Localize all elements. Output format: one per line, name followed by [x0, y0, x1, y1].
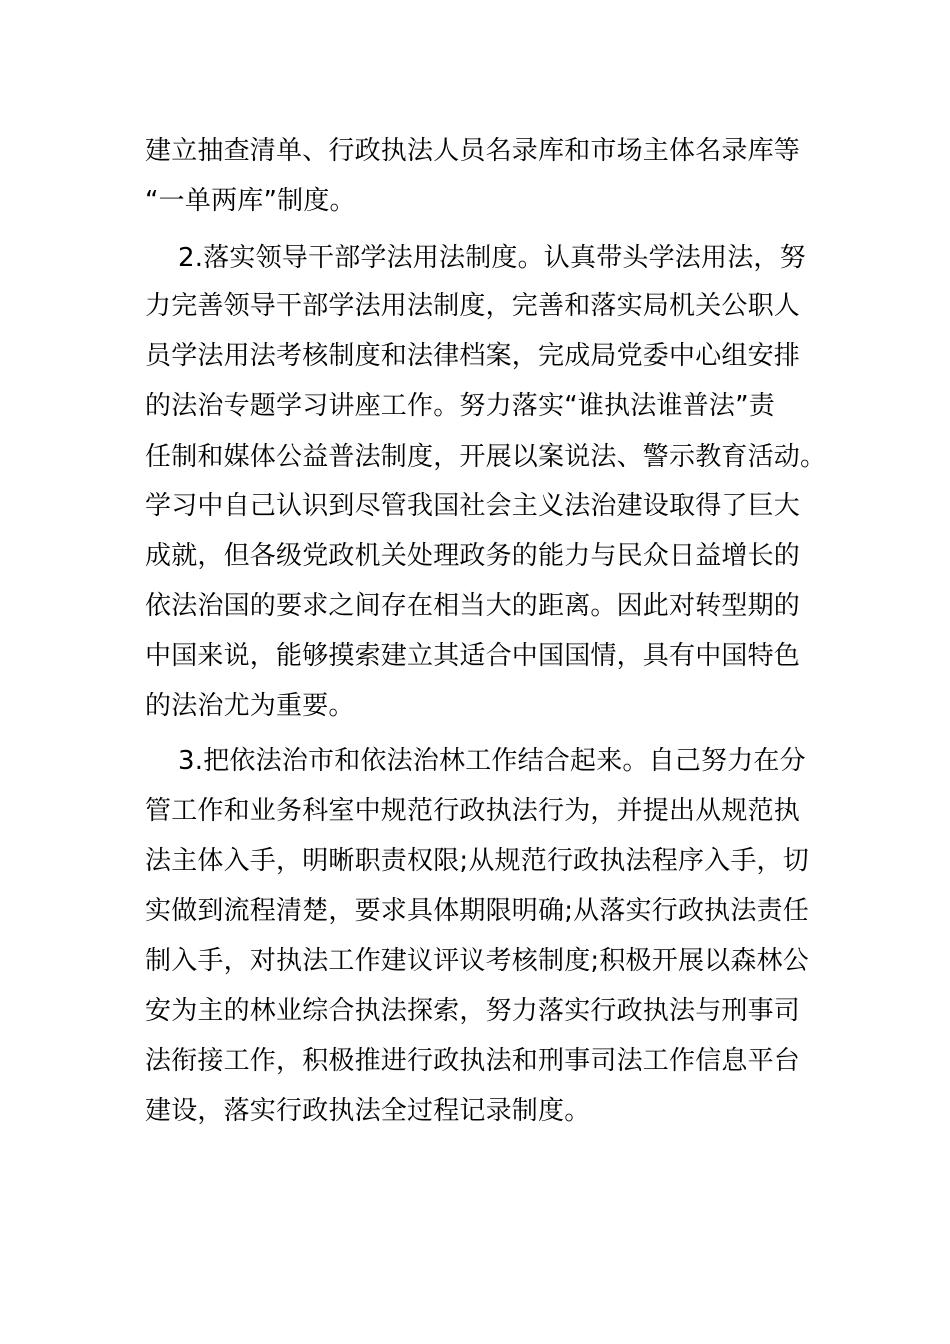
text-line: 依法治国的要求之间存在相当大的距离。因此对转型期的 [145, 591, 801, 621]
text-line: 法衔接工作，积极推进行政执法和刑事司法工作信息平台 [145, 1046, 801, 1076]
text-line: 的法治专题学习讲座工作。努力落实“谁执法谁普法”责 [145, 391, 775, 421]
text-line: 实做到流程清楚，要求具体期限明确;从落实行政执法责任 [145, 896, 809, 926]
text-line: 制入手，对执法工作建议评议考核制度;积极开展以森林公 [145, 946, 809, 976]
text-line: 安为主的林业综合执法探索，努力落实行政执法与刑事司 [145, 996, 801, 1026]
paragraph-3-first-line: 3.把依法治市和依法治林工作结合起来。自己努力在分 [178, 746, 806, 776]
text-line: 的法治尤为重要。 [145, 691, 355, 721]
text-line: 任制和媒体公益普法制度，开展以案说法、警示教育活动。 [145, 442, 827, 472]
text-line: 学习中自己认识到尽管我国社会主义法治建设取得了巨大 [145, 491, 801, 521]
text-line: 法主体入手，明晰职责权限;从规范行政执法程序入手，切 [145, 846, 809, 876]
paragraph-2-first-line: 2.落实领导干部学法用法制度。认真带头学法用法，努 [178, 243, 806, 273]
text-line: 力完善领导干部学法用法制度，完善和落实局机关公职人 [145, 291, 801, 321]
text-line: 员学法用法考核制度和法律档案，完成局党委中心组安排 [145, 341, 801, 371]
text-line: 建设，落实行政执法全过程记录制度。 [145, 1096, 591, 1126]
text-line: 管工作和业务科室中规范行政执法行为，并提出从规范执 [145, 796, 801, 826]
text-line: 建立抽查清单、行政执法人员名录库和市场主体名录库等 [145, 136, 801, 166]
text-line: “一单两库”制度。 [145, 186, 356, 216]
text-line: 成就，但各级党政机关处理政务的能力与民众日益增长的 [145, 541, 801, 571]
text-line: 中国来说，能够摸索建立其适合中国国情，具有中国特色 [145, 641, 801, 671]
